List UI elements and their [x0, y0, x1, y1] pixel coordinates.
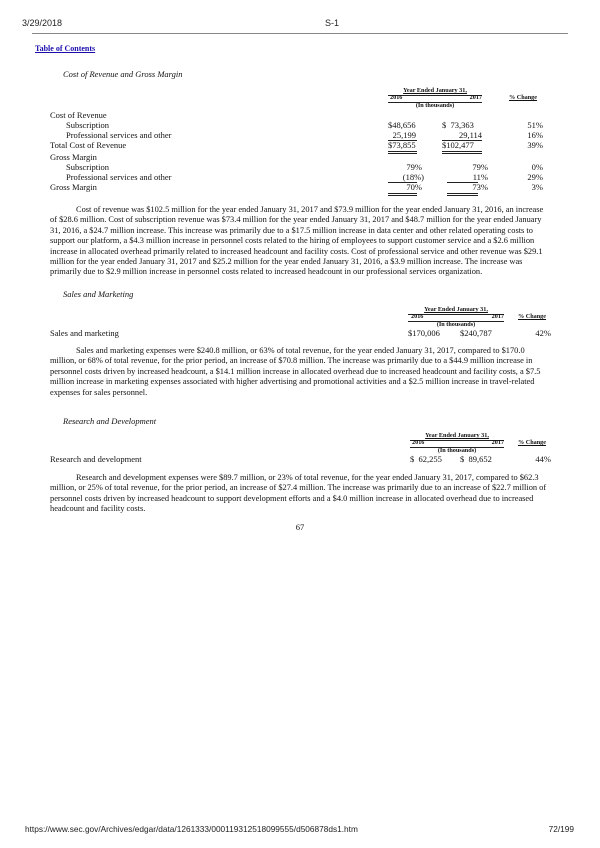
period-header: Year Ended January 31, [425, 432, 489, 439]
value-2016: 79% [406, 162, 422, 172]
units-label: (In thousands) [415, 102, 455, 109]
value-2017: $240,787 [460, 328, 492, 338]
change-value: 16% [527, 130, 543, 140]
period-header: Year Ended January 31, [424, 306, 488, 313]
year-2016-header: 2016 [412, 439, 425, 446]
units-label: (In thousands) [437, 447, 477, 454]
value-2016: $170,006 [408, 328, 440, 338]
section-title-cost-of-revenue: Cost of Revenue and Gross Margin [63, 69, 183, 79]
print-date: 3/29/2018 [22, 18, 63, 28]
change-header: % Change [509, 94, 538, 101]
units-label: (In thousands) [436, 321, 476, 328]
value-2017: $ 73,363 [442, 120, 474, 130]
period-header: Year Ended January 31, [403, 87, 467, 94]
value-2017: $102,477 [442, 140, 474, 150]
research-development-paragraph: Research and development expenses were $89.7 million, or 23% of total revenue, for the year ended January 31, 2017, compared to $62.3 million, or 25% of total revenue, for the prior period, an increase of $27.4 million. The increase was primarily due to an increase of $22.7 million of personnel costs driven by increased headcount to support development efforts and a $4.0 million increase in allocated overhead due to increased headcount and facility costs. [50, 473, 547, 514]
change-header: % Change [518, 313, 547, 320]
year-2017-header: 2017 [491, 313, 504, 320]
page-number: 67 [295, 522, 305, 532]
value-2017: 29,114 [458, 130, 482, 140]
value-2016: 70% [406, 182, 422, 192]
row-label: Gross Margin [50, 182, 97, 192]
value-2017: 73% [472, 182, 488, 192]
year-2016-header: 2016 [411, 313, 424, 320]
row-label: Cost of Revenue [50, 110, 107, 120]
row-label: Gross Margin [50, 152, 97, 162]
total-double-rule [447, 193, 478, 196]
change-value: 39% [527, 140, 543, 150]
section-title-sales-marketing: Sales and Marketing [63, 289, 134, 299]
change-value: 3% [531, 182, 543, 192]
change-value: 29% [527, 172, 543, 182]
value-2017: 79% [472, 162, 488, 172]
row-label: Total Cost of Revenue [50, 140, 127, 150]
change-value: 42% [535, 328, 551, 338]
total-double-rule [388, 193, 417, 196]
change-value: 0% [531, 162, 543, 172]
print-page-count: 72/199 [548, 824, 574, 834]
value-2017: $ 89,652 [460, 454, 492, 464]
value-2017: 11% [472, 172, 488, 182]
year-2016-header: 2016 [390, 94, 403, 101]
header-divider [32, 33, 568, 34]
change-header: % Change [518, 439, 547, 446]
row-label: Subscription [66, 120, 109, 130]
row-label: Professional services and other [66, 172, 172, 182]
row-label: Professional services and other [66, 130, 172, 140]
row-label: Research and development [50, 454, 142, 464]
year-2017-header: 2017 [491, 439, 504, 446]
change-value: 51% [527, 120, 543, 130]
sales-marketing-paragraph: Sales and marketing expenses were $240.8 million, or 63% of total revenue, for the year ended January 31, 2017, compared to $170.0 million, or 68% of total revenue, for the prior period, an increase of $70.8 million. The increase was primarily due to a $44.9 million increase in personnel costs driven by increased headcount, a $14.1 million increase in allocated overhead due to increased headcount and facility costs, a $7.5 million increase in marketing expenses associated with higher advertising and promotional activities and a $2.5 million increase in travel-related expenses for sales personnel. [50, 346, 541, 397]
print-title: S-1 [325, 18, 340, 28]
value-2016: $48,656 [388, 120, 416, 130]
change-value: 44% [535, 454, 551, 464]
value-2016: $ 62,255 [410, 454, 442, 464]
table-of-contents-link[interactable]: Table of Contents [35, 44, 96, 53]
value-2016: (18%) [402, 172, 424, 182]
row-label: Sales and marketing [50, 328, 119, 338]
section-title-research-development: Research and Development [63, 416, 157, 426]
print-url: https://www.sec.gov/Archives/edgar/data/1261333/000119312518099555/d506878ds1.htm [25, 824, 358, 834]
total-double-rule [388, 151, 417, 154]
value-2016: $73,855 [388, 140, 416, 150]
cost-of-revenue-paragraph: Cost of revenue was $102.5 million for the year ended January 31, 2017 and $73.9 million for the year ended January 31, 2016, an increase of $28.6 million. Cost of subscription revenue was $73.4 million for the year ended January 31, 2017 and $48.7 million for the year ended January 31, 2016, a $24.7 million increase. This increase was primarily due to a $17.5 million increase in data center and other related operating costs to support our platform, a $4.3 million increase in personnel costs related to the hiring of employees to support customer service and a $2.6 million increase in allocated overhead primarily related to increased headcount and facility costs. Cost of professional service and other revenue was $29.1 million for the year ended January 31, 2017 and $25.2 million for the year ended January 31, 2016, a $3.9 million increase. The increase was primarily due to $2.9 million increase in personnel costs related to increased headcount in our professional services organization. [50, 205, 544, 277]
row-label: Subscription [66, 162, 109, 172]
total-double-rule [442, 151, 482, 154]
year-2017-header: 2017 [469, 94, 482, 101]
value-2016: 25,199 [392, 130, 416, 140]
